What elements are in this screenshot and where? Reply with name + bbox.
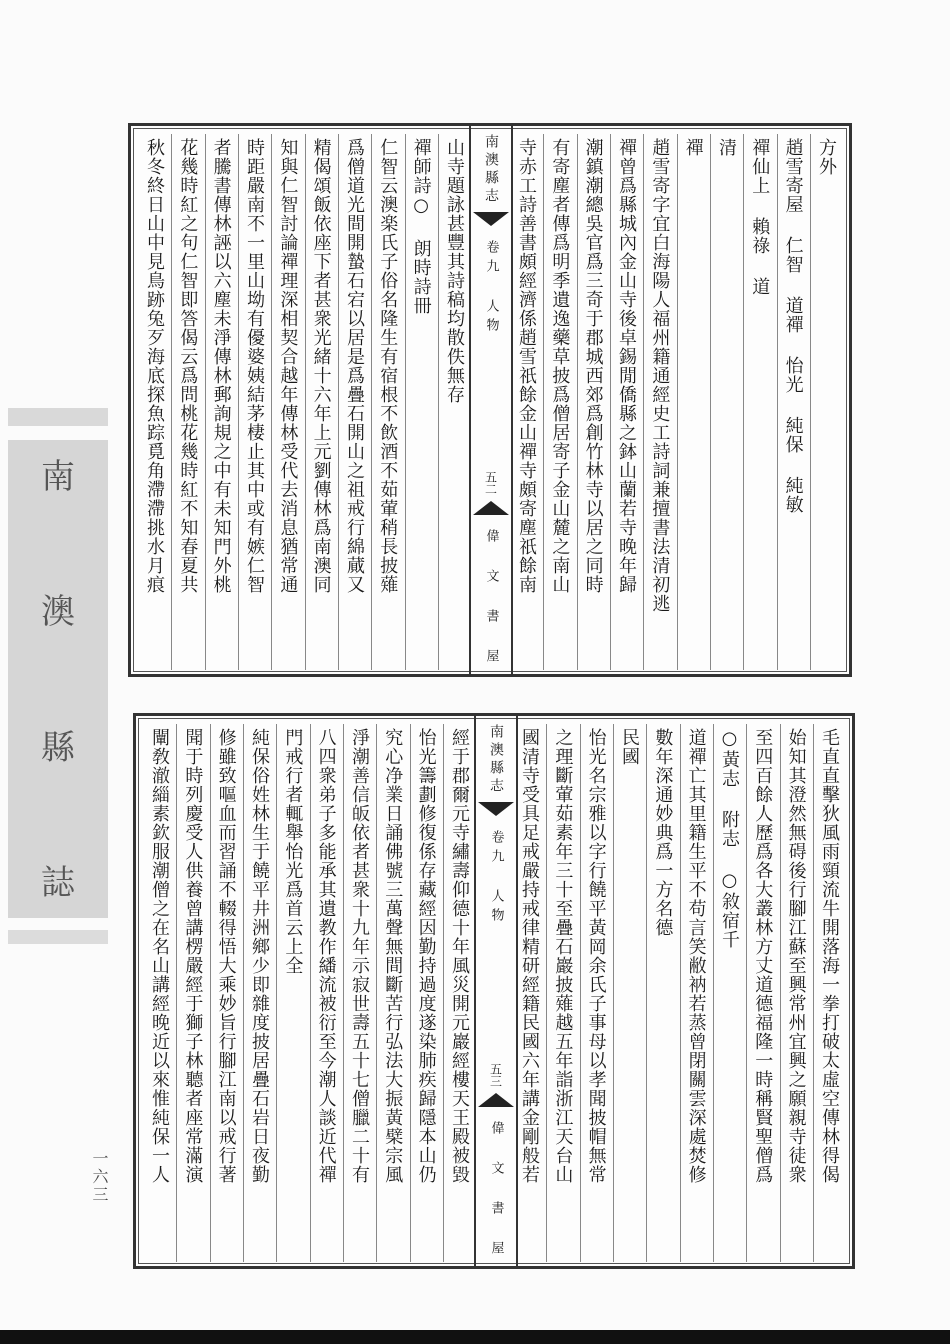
text-column: 時距嚴南不一里山坳有優婆姨結茅棲止其中或有嫉仁智: [238, 134, 269, 670]
page-number: 一六三: [90, 1150, 109, 1204]
fish-tail-mark-icon: [473, 501, 509, 515]
text-column: 寺赤工詩善書頗經濟係趙雪祇餘金山禪寺頗寄塵祇餘南: [516, 138, 537, 594]
text-column: ○黃志 附志 ○敘宿千: [713, 724, 744, 1262]
text-column: 禪師詩○ 朗時詩冊: [405, 134, 436, 670]
text-column: 至四百餘人歷爲各大叢林方丈道德福隆一時稱賢聖僧爲: [746, 724, 777, 1262]
text-column: 有寄塵者傳爲明季遺逸藥草披爲僧居寄子金山麓之南山: [543, 134, 574, 670]
side-band-bottom: [8, 930, 108, 944]
text-column: 毛直直擊狄風雨頸流牛開落海一拳打破太虛空傳林得偈: [813, 724, 844, 1262]
strip-title: 南澳縣志: [483, 134, 499, 206]
side-title-char: 南: [41, 457, 75, 497]
text-column: 趙雪寄字宜白海陽人福州籍通經史工詩詞兼擅書法清初逃: [643, 134, 674, 670]
text-column: 究心净業日誦佛號三萬聲無間斷苦行弘法大振黃檗宗風: [376, 724, 407, 1262]
text-column: 民國: [613, 724, 644, 1262]
text-column: 者騰書傳林誣以六塵未淨傳林郵詢規之中有未知門外桃: [205, 134, 236, 670]
strip-publisher: 偉 文 書 屋: [483, 529, 499, 668]
side-title-char: 誌: [41, 862, 75, 903]
text-column: 國清寺受具足戒嚴持戒律精研經籍民國六年講金剛般若: [519, 728, 540, 1184]
text-column: 山寺題詠甚豐其詩稿均散佚無存: [438, 134, 469, 670]
strip-volume: 卷九 人物: [483, 240, 499, 337]
strip-title: 南澳縣志: [488, 724, 504, 796]
text-column: 仁智云澳楽氏子俗名隆生有宿根不飲酒不茹葷稍長披薙: [371, 134, 402, 670]
strip-leaf-number: 五三: [488, 1063, 503, 1087]
side-title: [8, 457, 108, 903]
strip-volume: 卷九 人物: [488, 830, 504, 927]
text-column: 花幾時紅之句仁智即答偈云爲問桃花幾時紅不知春夏共: [171, 134, 202, 670]
text-column: 之理斷葷茹素年三十至疊石巖披薙越五年詣浙江天台山: [546, 724, 577, 1262]
fish-tail-mark-icon: [473, 212, 509, 226]
text-column: 道禪亡其里籍生平不苟言笑敝衲若蒸曾閉關雲深處焚修: [680, 724, 711, 1262]
center-strip-upper: [469, 126, 513, 674]
text-column: 數年深通妙典爲一方名德: [646, 724, 677, 1262]
side-title-char: 縣: [41, 727, 75, 768]
page-upper-left-half: [139, 134, 469, 666]
text-column: 潮鎮潮總吳官爲三奇于郡城西郊爲創竹林寺以居之同時: [577, 134, 608, 670]
text-column: 聞于時列慶受人供養曾講楞嚴經于獅子林聽者座常滿演: [176, 724, 207, 1262]
text-column: 秋冬終日山中見鳥跡兔歹海底探魚踪覓角滯滯挑水月痕: [144, 138, 165, 594]
text-column: 怡光名宗雅以字行饒平黃岡余氏子事母以孝聞披帽無常: [580, 724, 611, 1262]
text-column: 禪曾爲縣城內金山寺後卓錫閒僑縣之鉢山蘭若寺晚年歸: [610, 134, 641, 670]
text-column: 禪仙上 賴祿 道: [743, 134, 774, 670]
strip-publisher: 偉 文 書 屋: [488, 1121, 504, 1260]
page-upper-right-half: [511, 134, 841, 666]
text-column: 始知其澄然無碍後行腳江蘇至興常州宜興之願親寺徒衆: [780, 724, 811, 1262]
text-column: 八四衆弟子多能承其遺教作繙流被衍至今潮人談近代禪: [310, 724, 341, 1262]
fish-tail-mark-icon: [478, 1093, 514, 1107]
center-strip-lower: [474, 716, 518, 1266]
text-column: 經于郡爾元寺繡壽仰德十年風災開元巖經樓天王殿被毀: [443, 724, 474, 1262]
text-column: 清: [710, 134, 741, 670]
text-column: 方外: [810, 134, 841, 670]
book-page-upper: [128, 123, 852, 677]
side-title-char: 澳: [41, 592, 75, 633]
text-column: 淨潮善信皈依者甚衆十九年示寂世壽五十七僧臘二十有: [343, 724, 374, 1262]
text-column: 爲僧道光間開蟄石宕以居是爲疊石開山之祖戒行綿蕆又: [338, 134, 369, 670]
bottom-edge-bar: [0, 1330, 950, 1344]
text-column: 精偈頌飯依座下者甚衆光緒十六年上元劉傳林爲南澳同: [305, 134, 336, 670]
text-column: 禪: [677, 134, 708, 670]
book-page-lower: [133, 713, 855, 1269]
page-lower-left-half: [144, 724, 474, 1258]
text-column: 純保俗姓林生于饒平井洲鄉少即雜度披居疊石岩日夜勤: [243, 724, 274, 1262]
strip-leaf-number: 五二: [483, 471, 498, 495]
text-column: 門戒行者輒舉怡光爲首云上全: [276, 724, 307, 1262]
text-column: 怡光籌劃修復係存藏經因勤持過度遂染肺疾歸隱本山仍: [410, 724, 441, 1262]
fish-tail-mark-icon: [478, 802, 514, 816]
page-lower-right-half: [514, 724, 844, 1258]
text-column: 知與仁智討論禪理深相契合越年傳林受代去消息猶常通: [271, 134, 302, 670]
text-column: 闡敎澈緇素欽服潮僧之在名山講經晚近以來惟純保一人: [149, 728, 170, 1184]
text-column: 趙雪寄屋 仁智 道禪 怡光 純保 純敏: [777, 134, 808, 670]
side-band-top: [8, 408, 108, 426]
text-column: 修雖致嘔血而習誦不輟得悟大乘妙旨行腳江南以戒行著: [210, 724, 241, 1262]
